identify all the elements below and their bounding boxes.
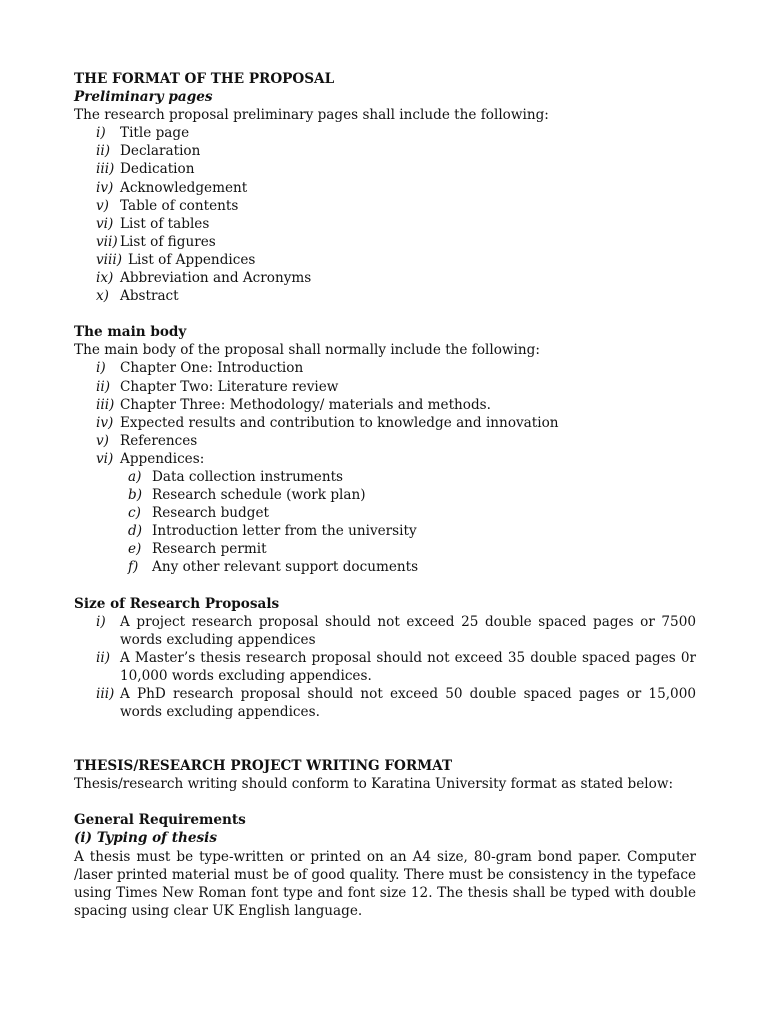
- list-text: Research schedule (work plan): [152, 487, 366, 504]
- spacer: [74, 305, 696, 323]
- list-text: A PhD research proposal should not exceed 50 double spaced pages or 15,000 words excluding appendices.: [120, 686, 696, 721]
- list-item: [74, 215, 696, 233]
- list-text: Chapter One: Introduction: [120, 360, 304, 377]
- appendices-list: [74, 468, 696, 577]
- list-text: Research permit: [152, 541, 267, 558]
- list-item: [74, 378, 696, 396]
- list-marker: f): [128, 559, 139, 576]
- list-item: [74, 504, 696, 522]
- list-marker: iv): [96, 414, 114, 431]
- list-marker: ii): [96, 649, 110, 666]
- typing-paragraph: A thesis must be type-written or printed on an A4 size, 80-gram bond paper. Computer /laser printed material must be of good quality. There must be consistency in the typeface using Times New Roman font type and font size 12. The thesis shall be typed with double spacing using clear UK English language.: [74, 848, 696, 919]
- main-body-intro: The main body of the proposal shall normally include the following:: [74, 342, 540, 359]
- list-item: [74, 432, 696, 450]
- list-item: [74, 414, 696, 432]
- size-list: [74, 613, 696, 722]
- list-text: Dedication: [120, 161, 195, 178]
- list-item: [74, 486, 696, 504]
- list-item: [74, 160, 696, 178]
- list-item: [74, 522, 696, 540]
- list-marker: ix): [96, 270, 114, 287]
- list-marker: iii): [96, 396, 115, 413]
- list-marker: iii): [96, 161, 115, 178]
- list-text: List of tables: [120, 215, 210, 232]
- list-item: [74, 142, 696, 160]
- list-item: [74, 396, 696, 414]
- list-marker: iii): [96, 686, 115, 702]
- list-marker: c): [128, 505, 141, 522]
- list-text: A project research proposal should not exceed 25 double spaced pages or 7500 words excluding appendices: [120, 613, 696, 648]
- list-text: Introduction letter from the university: [152, 523, 417, 540]
- list-text: Data collection instruments: [152, 468, 344, 485]
- list-text: Chapter Three: Methodology/ materials and methods.: [120, 396, 491, 413]
- list-text: Acknowledgement: [120, 179, 248, 196]
- spacer: [74, 577, 696, 595]
- list-marker: x): [96, 288, 109, 305]
- list-marker: e): [128, 541, 142, 558]
- spacer: [74, 721, 696, 757]
- list-item: [74, 359, 696, 377]
- list-text: Chapter Two: Literature review: [120, 378, 339, 395]
- preliminary-intro: The research proposal preliminary pages shall include the following:: [74, 107, 549, 124]
- thesis-heading: THESIS/RESEARCH PROJECT WRITING FORMAT: [74, 758, 453, 775]
- thesis-intro: Thesis/research writing should conform to Karatina University format as stated below:: [74, 776, 674, 793]
- list-text: Any other relevant support documents: [152, 559, 419, 576]
- list-marker: viii): [96, 251, 123, 268]
- list-marker: b): [128, 487, 143, 504]
- document-body: [74, 70, 696, 920]
- list-text: Declaration: [120, 143, 201, 160]
- list-marker: iv): [96, 179, 114, 196]
- list-text: List of Appendices: [128, 251, 256, 268]
- main-body-list: [74, 359, 696, 576]
- list-text: A Master’s thesis research proposal should not exceed 35 double spaced pages 0r 10,000 words excluding appendices.: [120, 649, 696, 684]
- list-marker: d): [128, 523, 143, 540]
- list-item: [74, 287, 696, 305]
- list-marker: i): [96, 360, 106, 377]
- list-item: [74, 558, 696, 576]
- list-item: [74, 685, 696, 721]
- list-item: [74, 540, 696, 558]
- preliminary-subheading: Preliminary pages: [74, 89, 213, 106]
- list-marker: ii): [96, 143, 110, 160]
- list-text: Expected results and contribution to knowledge and innovation: [120, 414, 559, 431]
- list-text: Abstract: [120, 288, 179, 305]
- list-item: [74, 649, 696, 685]
- list-marker: ii): [96, 378, 110, 395]
- list-text: Title page: [120, 125, 190, 142]
- list-marker: vi): [96, 215, 114, 232]
- list-item: [74, 197, 696, 215]
- typing-subheading: (i) Typing of thesis: [74, 830, 217, 847]
- list-item: [74, 233, 696, 251]
- list-marker: vii): [96, 233, 118, 250]
- list-item: [74, 613, 696, 649]
- list-marker: i): [96, 613, 106, 630]
- list-marker: a): [128, 468, 142, 485]
- list-text: Appendices:: [120, 450, 205, 467]
- list-item: [74, 179, 696, 197]
- list-item: [74, 450, 696, 468]
- list-marker: vi): [96, 450, 114, 467]
- list-item: [74, 269, 696, 287]
- preliminary-list: [74, 124, 696, 305]
- list-marker: v): [96, 197, 109, 214]
- list-text: References: [120, 432, 198, 449]
- spacer: [74, 793, 696, 811]
- proposal-heading: THE FORMAT OF THE PROPOSAL: [74, 71, 335, 87]
- list-text: List of figures: [120, 233, 216, 250]
- list-item: [74, 251, 696, 269]
- list-text: Abbreviation and Acronyms: [120, 270, 312, 287]
- list-text: Table of contents: [120, 197, 239, 214]
- size-heading: Size of Research Proposals: [74, 595, 280, 612]
- list-item: [74, 124, 696, 142]
- list-marker: v): [96, 432, 109, 449]
- list-item: [74, 468, 696, 486]
- list-marker: i): [96, 125, 106, 142]
- list-text: Research budget: [152, 505, 269, 522]
- general-requirements-heading: General Requirements: [74, 812, 246, 829]
- main-body-heading: The main body: [74, 324, 187, 341]
